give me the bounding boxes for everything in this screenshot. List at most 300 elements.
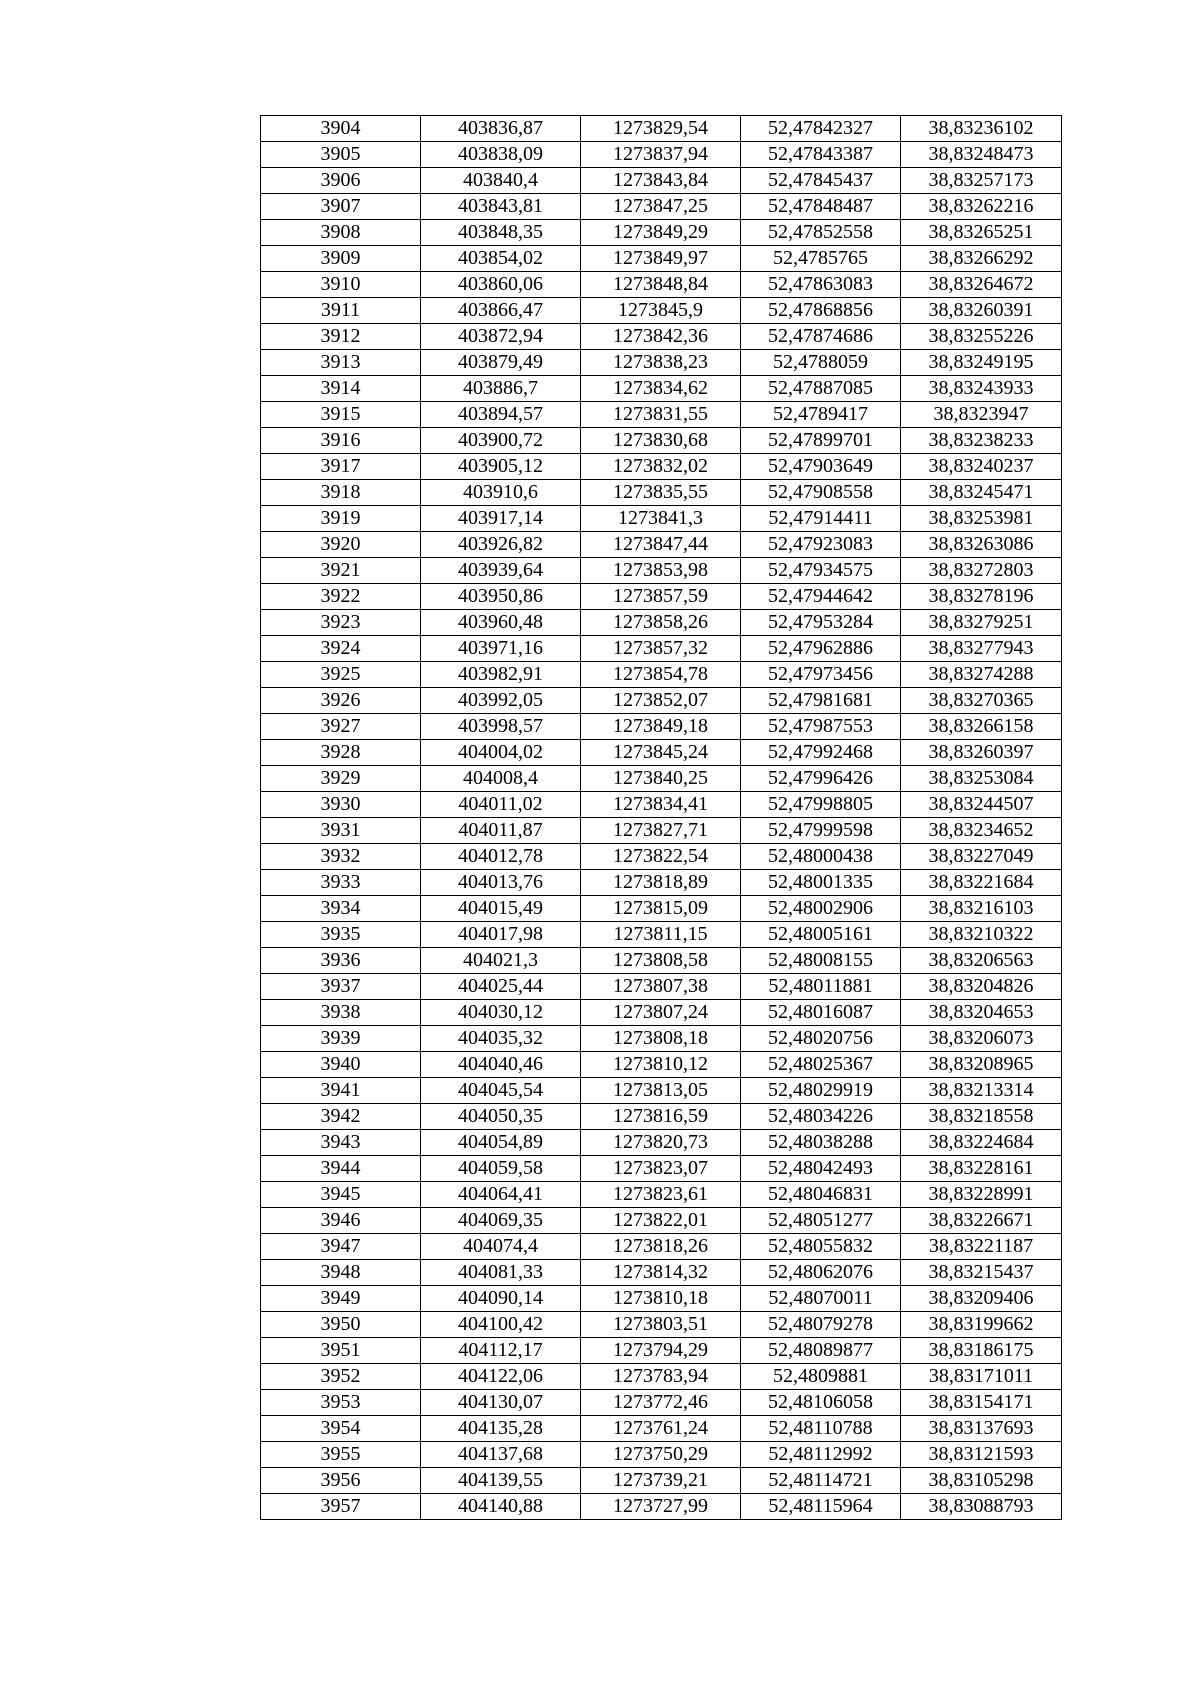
table-row xyxy=(261,766,1062,792)
latitude-cell: 52,48011881 xyxy=(741,974,901,1000)
x-coordinate-cell: 403860,06 xyxy=(421,272,581,298)
latitude-cell: 52,47944642 xyxy=(741,584,901,610)
latitude-cell: 52,47998805 xyxy=(741,792,901,818)
x-coordinate-cell: 403848,35 xyxy=(421,220,581,246)
longitude-cell: 38,83208965 xyxy=(901,1052,1062,1078)
latitude-cell: 52,47848487 xyxy=(741,194,901,220)
longitude-cell: 38,83171011 xyxy=(901,1364,1062,1390)
table-row xyxy=(261,1338,1062,1364)
x-coordinate-cell: 403971,16 xyxy=(421,636,581,662)
longitude-cell: 38,83226671 xyxy=(901,1208,1062,1234)
x-coordinate-cell: 404011,87 xyxy=(421,818,581,844)
table-row xyxy=(261,350,1062,376)
point-number-cell: 3904 xyxy=(261,116,421,142)
y-coordinate-cell: 1273813,05 xyxy=(581,1078,741,1104)
table-row xyxy=(261,1026,1062,1052)
table-row xyxy=(261,1208,1062,1234)
x-coordinate-cell: 404059,58 xyxy=(421,1156,581,1182)
latitude-cell: 52,47887085 xyxy=(741,376,901,402)
latitude-cell: 52,47962886 xyxy=(741,636,901,662)
latitude-cell: 52,47914411 xyxy=(741,506,901,532)
table-row xyxy=(261,1390,1062,1416)
point-number-cell: 3945 xyxy=(261,1182,421,1208)
y-coordinate-cell: 1273832,02 xyxy=(581,454,741,480)
point-number-cell: 3922 xyxy=(261,584,421,610)
latitude-cell: 52,47868856 xyxy=(741,298,901,324)
latitude-cell: 52,4785765 xyxy=(741,246,901,272)
point-number-cell: 3924 xyxy=(261,636,421,662)
table-row xyxy=(261,428,1062,454)
x-coordinate-cell: 403866,47 xyxy=(421,298,581,324)
x-coordinate-cell: 403917,14 xyxy=(421,506,581,532)
coordinates-table xyxy=(260,115,1062,1520)
latitude-cell: 52,48079278 xyxy=(741,1312,901,1338)
point-number-cell: 3907 xyxy=(261,194,421,220)
x-coordinate-cell: 404045,54 xyxy=(421,1078,581,1104)
longitude-cell: 38,83216103 xyxy=(901,896,1062,922)
table-row xyxy=(261,1442,1062,1468)
latitude-cell: 52,47903649 xyxy=(741,454,901,480)
x-coordinate-cell: 403836,87 xyxy=(421,116,581,142)
latitude-cell: 52,47843387 xyxy=(741,142,901,168)
y-coordinate-cell: 1273818,26 xyxy=(581,1234,741,1260)
x-coordinate-cell: 404069,35 xyxy=(421,1208,581,1234)
point-number-cell: 3929 xyxy=(261,766,421,792)
table-row xyxy=(261,506,1062,532)
y-coordinate-cell: 1273810,12 xyxy=(581,1052,741,1078)
y-coordinate-cell: 1273849,18 xyxy=(581,714,741,740)
longitude-cell: 38,83088793 xyxy=(901,1494,1062,1520)
y-coordinate-cell: 1273783,94 xyxy=(581,1364,741,1390)
table-row xyxy=(261,714,1062,740)
y-coordinate-cell: 1273820,73 xyxy=(581,1130,741,1156)
x-coordinate-cell: 403950,86 xyxy=(421,584,581,610)
x-coordinate-cell: 404004,02 xyxy=(421,740,581,766)
point-number-cell: 3944 xyxy=(261,1156,421,1182)
table-row xyxy=(261,870,1062,896)
point-number-cell: 3938 xyxy=(261,1000,421,1026)
table-row xyxy=(261,1416,1062,1442)
table-row xyxy=(261,558,1062,584)
longitude-cell: 38,83262216 xyxy=(901,194,1062,220)
longitude-cell: 38,83204826 xyxy=(901,974,1062,1000)
y-coordinate-cell: 1273834,41 xyxy=(581,792,741,818)
x-coordinate-cell: 403854,02 xyxy=(421,246,581,272)
longitude-cell: 38,83199662 xyxy=(901,1312,1062,1338)
y-coordinate-cell: 1273845,24 xyxy=(581,740,741,766)
point-number-cell: 3952 xyxy=(261,1364,421,1390)
latitude-cell: 52,47999598 xyxy=(741,818,901,844)
x-coordinate-cell: 404050,35 xyxy=(421,1104,581,1130)
x-coordinate-cell: 404021,3 xyxy=(421,948,581,974)
point-number-cell: 3941 xyxy=(261,1078,421,1104)
latitude-cell: 52,48034226 xyxy=(741,1104,901,1130)
y-coordinate-cell: 1273807,38 xyxy=(581,974,741,1000)
table-row xyxy=(261,1156,1062,1182)
x-coordinate-cell: 403998,57 xyxy=(421,714,581,740)
point-number-cell: 3940 xyxy=(261,1052,421,1078)
x-coordinate-cell: 404081,33 xyxy=(421,1260,581,1286)
longitude-cell: 38,83255226 xyxy=(901,324,1062,350)
point-number-cell: 3953 xyxy=(261,1390,421,1416)
y-coordinate-cell: 1273843,84 xyxy=(581,168,741,194)
table-row xyxy=(261,922,1062,948)
point-number-cell: 3927 xyxy=(261,714,421,740)
y-coordinate-cell: 1273849,29 xyxy=(581,220,741,246)
point-number-cell: 3912 xyxy=(261,324,421,350)
longitude-cell: 38,83266158 xyxy=(901,714,1062,740)
x-coordinate-cell: 403905,12 xyxy=(421,454,581,480)
longitude-cell: 38,83278196 xyxy=(901,584,1062,610)
latitude-cell: 52,48055832 xyxy=(741,1234,901,1260)
table-row xyxy=(261,402,1062,428)
point-number-cell: 3943 xyxy=(261,1130,421,1156)
x-coordinate-cell: 404140,88 xyxy=(421,1494,581,1520)
table-row xyxy=(261,220,1062,246)
longitude-cell: 38,83249195 xyxy=(901,350,1062,376)
latitude-cell: 52,4789417 xyxy=(741,402,901,428)
table-row xyxy=(261,1182,1062,1208)
longitude-cell: 38,83186175 xyxy=(901,1338,1062,1364)
point-number-cell: 3905 xyxy=(261,142,421,168)
y-coordinate-cell: 1273838,23 xyxy=(581,350,741,376)
y-coordinate-cell: 1273807,24 xyxy=(581,1000,741,1026)
latitude-cell: 52,48042493 xyxy=(741,1156,901,1182)
point-number-cell: 3932 xyxy=(261,844,421,870)
y-coordinate-cell: 1273835,55 xyxy=(581,480,741,506)
point-number-cell: 3956 xyxy=(261,1468,421,1494)
latitude-cell: 52,47874686 xyxy=(741,324,901,350)
table-row xyxy=(261,1260,1062,1286)
x-coordinate-cell: 404008,4 xyxy=(421,766,581,792)
point-number-cell: 3933 xyxy=(261,870,421,896)
latitude-cell: 52,48051277 xyxy=(741,1208,901,1234)
x-coordinate-cell: 404030,12 xyxy=(421,1000,581,1026)
y-coordinate-cell: 1273816,59 xyxy=(581,1104,741,1130)
x-coordinate-cell: 404139,55 xyxy=(421,1468,581,1494)
y-coordinate-cell: 1273831,55 xyxy=(581,402,741,428)
x-coordinate-cell: 403926,82 xyxy=(421,532,581,558)
latitude-cell: 52,47852558 xyxy=(741,220,901,246)
table-row xyxy=(261,1104,1062,1130)
latitude-cell: 52,48112992 xyxy=(741,1442,901,1468)
x-coordinate-cell: 403879,49 xyxy=(421,350,581,376)
x-coordinate-cell: 404015,49 xyxy=(421,896,581,922)
longitude-cell: 38,83263086 xyxy=(901,532,1062,558)
table-row xyxy=(261,636,1062,662)
latitude-cell: 52,48115964 xyxy=(741,1494,901,1520)
y-coordinate-cell: 1273818,89 xyxy=(581,870,741,896)
longitude-cell: 38,83218558 xyxy=(901,1104,1062,1130)
point-number-cell: 3955 xyxy=(261,1442,421,1468)
longitude-cell: 38,83206073 xyxy=(901,1026,1062,1052)
latitude-cell: 52,47973456 xyxy=(741,662,901,688)
longitude-cell: 38,83206563 xyxy=(901,948,1062,974)
y-coordinate-cell: 1273830,68 xyxy=(581,428,741,454)
latitude-cell: 52,48070011 xyxy=(741,1286,901,1312)
longitude-cell: 38,83272803 xyxy=(901,558,1062,584)
longitude-cell: 38,83228991 xyxy=(901,1182,1062,1208)
x-coordinate-cell: 403894,57 xyxy=(421,402,581,428)
point-number-cell: 3920 xyxy=(261,532,421,558)
table-row xyxy=(261,480,1062,506)
table-row xyxy=(261,974,1062,1000)
latitude-cell: 52,47908558 xyxy=(741,480,901,506)
latitude-cell: 52,48038288 xyxy=(741,1130,901,1156)
point-number-cell: 3954 xyxy=(261,1416,421,1442)
table-row xyxy=(261,376,1062,402)
y-coordinate-cell: 1273814,32 xyxy=(581,1260,741,1286)
latitude-cell: 52,47845437 xyxy=(741,168,901,194)
longitude-cell: 38,8323947 xyxy=(901,402,1062,428)
x-coordinate-cell: 404035,32 xyxy=(421,1026,581,1052)
longitude-cell: 38,83270365 xyxy=(901,688,1062,714)
x-coordinate-cell: 403982,91 xyxy=(421,662,581,688)
point-number-cell: 3948 xyxy=(261,1260,421,1286)
x-coordinate-cell: 403838,09 xyxy=(421,142,581,168)
y-coordinate-cell: 1273857,59 xyxy=(581,584,741,610)
table-row xyxy=(261,740,1062,766)
longitude-cell: 38,83244507 xyxy=(901,792,1062,818)
longitude-cell: 38,83137693 xyxy=(901,1416,1062,1442)
longitude-cell: 38,83209406 xyxy=(901,1286,1062,1312)
point-number-cell: 3919 xyxy=(261,506,421,532)
table-row xyxy=(261,324,1062,350)
longitude-cell: 38,83240237 xyxy=(901,454,1062,480)
latitude-cell: 52,48001335 xyxy=(741,870,901,896)
point-number-cell: 3921 xyxy=(261,558,421,584)
y-coordinate-cell: 1273847,44 xyxy=(581,532,741,558)
latitude-cell: 52,48106058 xyxy=(741,1390,901,1416)
point-number-cell: 3911 xyxy=(261,298,421,324)
x-coordinate-cell: 404025,44 xyxy=(421,974,581,1000)
latitude-cell: 52,47934575 xyxy=(741,558,901,584)
table-row xyxy=(261,688,1062,714)
x-coordinate-cell: 404064,41 xyxy=(421,1182,581,1208)
longitude-cell: 38,83253084 xyxy=(901,766,1062,792)
latitude-cell: 52,47953284 xyxy=(741,610,901,636)
x-coordinate-cell: 404137,68 xyxy=(421,1442,581,1468)
y-coordinate-cell: 1273853,98 xyxy=(581,558,741,584)
latitude-cell: 52,48005161 xyxy=(741,922,901,948)
x-coordinate-cell: 404011,02 xyxy=(421,792,581,818)
y-coordinate-cell: 1273841,3 xyxy=(581,506,741,532)
latitude-cell: 52,48000438 xyxy=(741,844,901,870)
point-number-cell: 3909 xyxy=(261,246,421,272)
longitude-cell: 38,83210322 xyxy=(901,922,1062,948)
latitude-cell: 52,4809881 xyxy=(741,1364,901,1390)
table-row xyxy=(261,1312,1062,1338)
latitude-cell: 52,47987553 xyxy=(741,714,901,740)
table-row xyxy=(261,584,1062,610)
table-row xyxy=(261,1494,1062,1520)
x-coordinate-cell: 404074,4 xyxy=(421,1234,581,1260)
y-coordinate-cell: 1273845,9 xyxy=(581,298,741,324)
latitude-cell: 52,48110788 xyxy=(741,1416,901,1442)
longitude-cell: 38,83245471 xyxy=(901,480,1062,506)
table-row xyxy=(261,1078,1062,1104)
point-number-cell: 3906 xyxy=(261,168,421,194)
longitude-cell: 38,83154171 xyxy=(901,1390,1062,1416)
x-coordinate-cell: 403843,81 xyxy=(421,194,581,220)
longitude-cell: 38,83221187 xyxy=(901,1234,1062,1260)
latitude-cell: 52,48002906 xyxy=(741,896,901,922)
longitude-cell: 38,83234652 xyxy=(901,818,1062,844)
latitude-cell: 52,47996426 xyxy=(741,766,901,792)
y-coordinate-cell: 1273827,71 xyxy=(581,818,741,844)
point-number-cell: 3937 xyxy=(261,974,421,1000)
table-row xyxy=(261,168,1062,194)
table-row xyxy=(261,1468,1062,1494)
table-row xyxy=(261,454,1062,480)
longitude-cell: 38,83257173 xyxy=(901,168,1062,194)
longitude-cell: 38,83236102 xyxy=(901,116,1062,142)
longitude-cell: 38,83260397 xyxy=(901,740,1062,766)
point-number-cell: 3918 xyxy=(261,480,421,506)
y-coordinate-cell: 1273727,99 xyxy=(581,1494,741,1520)
table-row xyxy=(261,1286,1062,1312)
latitude-cell: 52,48114721 xyxy=(741,1468,901,1494)
y-coordinate-cell: 1273761,24 xyxy=(581,1416,741,1442)
latitude-cell: 52,48025367 xyxy=(741,1052,901,1078)
table-row xyxy=(261,1234,1062,1260)
y-coordinate-cell: 1273823,61 xyxy=(581,1182,741,1208)
x-coordinate-cell: 403840,4 xyxy=(421,168,581,194)
latitude-cell: 52,48020756 xyxy=(741,1026,901,1052)
y-coordinate-cell: 1273849,97 xyxy=(581,246,741,272)
point-number-cell: 3917 xyxy=(261,454,421,480)
y-coordinate-cell: 1273808,58 xyxy=(581,948,741,974)
x-coordinate-cell: 404013,76 xyxy=(421,870,581,896)
point-number-cell: 3949 xyxy=(261,1286,421,1312)
table-row xyxy=(261,272,1062,298)
point-number-cell: 3925 xyxy=(261,662,421,688)
point-number-cell: 3910 xyxy=(261,272,421,298)
coordinates-table-body xyxy=(261,116,1062,1520)
x-coordinate-cell: 403910,6 xyxy=(421,480,581,506)
y-coordinate-cell: 1273847,25 xyxy=(581,194,741,220)
point-number-cell: 3914 xyxy=(261,376,421,402)
point-number-cell: 3951 xyxy=(261,1338,421,1364)
y-coordinate-cell: 1273822,54 xyxy=(581,844,741,870)
y-coordinate-cell: 1273840,25 xyxy=(581,766,741,792)
x-coordinate-cell: 404090,14 xyxy=(421,1286,581,1312)
point-number-cell: 3923 xyxy=(261,610,421,636)
latitude-cell: 52,48008155 xyxy=(741,948,901,974)
longitude-cell: 38,83105298 xyxy=(901,1468,1062,1494)
latitude-cell: 52,48062076 xyxy=(741,1260,901,1286)
point-number-cell: 3931 xyxy=(261,818,421,844)
y-coordinate-cell: 1273822,01 xyxy=(581,1208,741,1234)
point-number-cell: 3913 xyxy=(261,350,421,376)
latitude-cell: 52,47899701 xyxy=(741,428,901,454)
y-coordinate-cell: 1273794,29 xyxy=(581,1338,741,1364)
y-coordinate-cell: 1273848,84 xyxy=(581,272,741,298)
point-number-cell: 3957 xyxy=(261,1494,421,1520)
table-row xyxy=(261,818,1062,844)
table-row xyxy=(261,194,1062,220)
longitude-cell: 38,83243933 xyxy=(901,376,1062,402)
point-number-cell: 3936 xyxy=(261,948,421,974)
longitude-cell: 38,83260391 xyxy=(901,298,1062,324)
point-number-cell: 3942 xyxy=(261,1104,421,1130)
table-row xyxy=(261,1000,1062,1026)
longitude-cell: 38,83274288 xyxy=(901,662,1062,688)
latitude-cell: 52,47923083 xyxy=(741,532,901,558)
table-row xyxy=(261,116,1062,142)
table-row xyxy=(261,1364,1062,1390)
y-coordinate-cell: 1273852,07 xyxy=(581,688,741,714)
longitude-cell: 38,83264672 xyxy=(901,272,1062,298)
table-row xyxy=(261,1130,1062,1156)
longitude-cell: 38,83215437 xyxy=(901,1260,1062,1286)
longitude-cell: 38,83238233 xyxy=(901,428,1062,454)
latitude-cell: 52,48046831 xyxy=(741,1182,901,1208)
y-coordinate-cell: 1273823,07 xyxy=(581,1156,741,1182)
longitude-cell: 38,83204653 xyxy=(901,1000,1062,1026)
x-coordinate-cell: 404135,28 xyxy=(421,1416,581,1442)
longitude-cell: 38,83224684 xyxy=(901,1130,1062,1156)
x-coordinate-cell: 403939,64 xyxy=(421,558,581,584)
point-number-cell: 3946 xyxy=(261,1208,421,1234)
latitude-cell: 52,47992468 xyxy=(741,740,901,766)
point-number-cell: 3908 xyxy=(261,220,421,246)
y-coordinate-cell: 1273750,29 xyxy=(581,1442,741,1468)
point-number-cell: 3916 xyxy=(261,428,421,454)
longitude-cell: 38,83228161 xyxy=(901,1156,1062,1182)
x-coordinate-cell: 404130,07 xyxy=(421,1390,581,1416)
x-coordinate-cell: 403992,05 xyxy=(421,688,581,714)
point-number-cell: 3939 xyxy=(261,1026,421,1052)
table-row xyxy=(261,896,1062,922)
longitude-cell: 38,83279251 xyxy=(901,610,1062,636)
x-coordinate-cell: 403960,48 xyxy=(421,610,581,636)
longitude-cell: 38,83248473 xyxy=(901,142,1062,168)
longitude-cell: 38,83227049 xyxy=(901,844,1062,870)
y-coordinate-cell: 1273858,26 xyxy=(581,610,741,636)
latitude-cell: 52,4788059 xyxy=(741,350,901,376)
y-coordinate-cell: 1273808,18 xyxy=(581,1026,741,1052)
x-coordinate-cell: 404054,89 xyxy=(421,1130,581,1156)
table-row xyxy=(261,948,1062,974)
latitude-cell: 52,47863083 xyxy=(741,272,901,298)
y-coordinate-cell: 1273811,15 xyxy=(581,922,741,948)
point-number-cell: 3935 xyxy=(261,922,421,948)
y-coordinate-cell: 1273854,78 xyxy=(581,662,741,688)
latitude-cell: 52,47981681 xyxy=(741,688,901,714)
longitude-cell: 38,83221684 xyxy=(901,870,1062,896)
point-number-cell: 3930 xyxy=(261,792,421,818)
x-coordinate-cell: 403900,72 xyxy=(421,428,581,454)
y-coordinate-cell: 1273810,18 xyxy=(581,1286,741,1312)
longitude-cell: 38,83266292 xyxy=(901,246,1062,272)
x-coordinate-cell: 403886,7 xyxy=(421,376,581,402)
longitude-cell: 38,83253981 xyxy=(901,506,1062,532)
x-coordinate-cell: 403872,94 xyxy=(421,324,581,350)
x-coordinate-cell: 404012,78 xyxy=(421,844,581,870)
longitude-cell: 38,83265251 xyxy=(901,220,1062,246)
y-coordinate-cell: 1273857,32 xyxy=(581,636,741,662)
y-coordinate-cell: 1273829,54 xyxy=(581,116,741,142)
table-row xyxy=(261,610,1062,636)
table-row xyxy=(261,662,1062,688)
point-number-cell: 3926 xyxy=(261,688,421,714)
x-coordinate-cell: 404100,42 xyxy=(421,1312,581,1338)
y-coordinate-cell: 1273803,51 xyxy=(581,1312,741,1338)
table-row xyxy=(261,142,1062,168)
x-coordinate-cell: 404040,46 xyxy=(421,1052,581,1078)
y-coordinate-cell: 1273834,62 xyxy=(581,376,741,402)
